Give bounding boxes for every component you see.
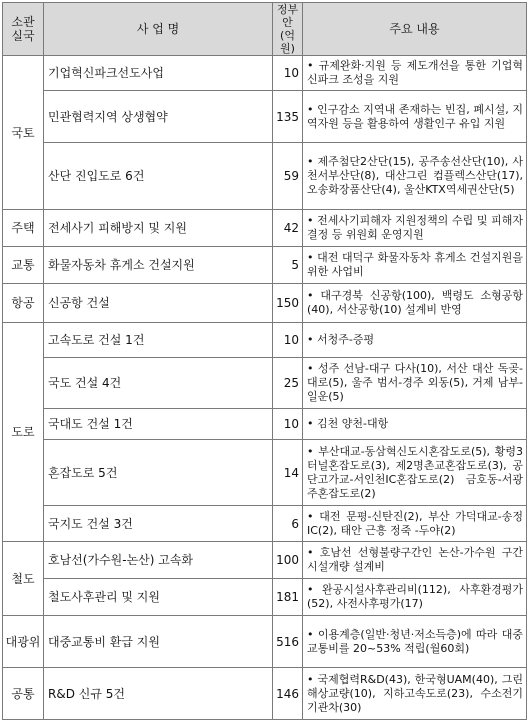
table-row [3, 668, 527, 720]
desc-cell: • 부산대교-동삼혁신도시혼잡도로(5), 황령3터널혼잡도로(3), 제2명촌교혼잡도로(3), 공단고가교-서인천IC혼잡도로(2) 금호동-서광주혼잡도로(2) [303, 440, 527, 506]
desc-cell: • 규제완화·지원 등 제도개선을 통한 기업혁신파크 조성을 지원 [303, 56, 527, 91]
header-budget-line2: (억원) [280, 29, 295, 55]
table-row [3, 323, 527, 358]
desc-cell: • 서청주-증평 [303, 323, 527, 358]
desc-cell: • 대전 대덕구 화물자동차 휴게소 건설지원을 위한 사업비 [303, 247, 527, 284]
dept-cell: 항공 [3, 284, 44, 323]
header-budget [273, 3, 303, 56]
dept-cell: 철도 [3, 542, 44, 616]
budget-cell: 10 [273, 409, 303, 440]
dept-cell: 도로 [3, 323, 44, 542]
project-cell: 국대도 건설 1건 [44, 409, 273, 440]
budget-cell: 181 [273, 579, 303, 616]
project-cell: 대중교통비 환급 지원 [44, 616, 273, 668]
table-row [3, 56, 527, 91]
header-dept-line2: 실국 [11, 29, 35, 43]
desc-cell: • 대전 문평-신탄진(2), 부산 가덕대교-송정IC(2), 태안 근흥 정죽 -두야(2) [303, 506, 527, 542]
header-desc: 주요 내용 [303, 3, 527, 56]
table-row [3, 358, 527, 409]
table-row [3, 542, 527, 579]
dept-cell: 대광위 [3, 616, 44, 668]
table-row [3, 91, 527, 143]
project-cell: 화물자동차 휴게소 건설지원 [44, 247, 273, 284]
project-cell: R&D 신규 5건 [44, 668, 273, 720]
dept-cell: 주택 [3, 210, 44, 247]
header-project: 사 업 명 [44, 3, 273, 56]
project-cell: 호남선(가수원-논산) 고속화 [44, 542, 273, 579]
desc-cell: • 인구감소 지역내 존재하는 빈집, 폐시설, 지역자원 등을 활용하여 생활인구 유입 지원 [303, 91, 527, 143]
project-cell: 기업혁신파크선도사업 [44, 56, 273, 91]
budget-cell: 25 [273, 358, 303, 409]
budget-cell: 135 [273, 91, 303, 143]
table-header-row [3, 3, 527, 56]
project-cell: 신공항 건설 [44, 284, 273, 323]
budget-cell: 516 [273, 616, 303, 668]
header-dept-line1: 소관 [11, 15, 35, 29]
table-row [3, 210, 527, 247]
project-cell: 산단 진입도로 6건 [44, 143, 273, 210]
table-row [3, 409, 527, 440]
desc-cell: • 제주첨단2산단(15), 공주송선산단(10), 사천서부산단(8), 대산그린 컴플렉스산단(17), 오송화장품산단(4), 울산KTX역세권산단(5) [303, 143, 527, 210]
table-row [3, 143, 527, 210]
header-budget-line1: 정부안 [276, 3, 299, 29]
table-row [3, 247, 527, 284]
budget-table [2, 2, 527, 720]
dept-cell: 공통 [3, 668, 44, 720]
table-row [3, 616, 527, 668]
project-cell: 민관협력지역 상생협약 [44, 91, 273, 143]
desc-cell: • 김천 양천-대항 [303, 409, 527, 440]
budget-cell: 42 [273, 210, 303, 247]
budget-cell: 59 [273, 143, 303, 210]
budget-cell: 150 [273, 284, 303, 323]
project-cell: 국도 건설 4건 [44, 358, 273, 409]
project-cell: 철도사후관리 및 지원 [44, 579, 273, 616]
table-row [3, 440, 527, 506]
desc-cell: • 완공시설사후관리비(112), 사후환경평가(52), 사전사후평가(17) [303, 579, 527, 616]
project-cell: 혼잡도로 5건 [44, 440, 273, 506]
project-cell: 고속도로 건설 1건 [44, 323, 273, 358]
table-row [3, 506, 527, 542]
project-cell: 국지도 건설 3건 [44, 506, 273, 542]
table-row [3, 579, 527, 616]
budget-cell: 100 [273, 542, 303, 579]
desc-cell: • 전세사기피해자 지원정책의 수립 및 피해자 결정 등 위원회 운영지원 [303, 210, 527, 247]
table-row [3, 284, 527, 323]
budget-cell: 6 [273, 506, 303, 542]
budget-cell: 5 [273, 247, 303, 284]
desc-cell: • 이용계층(일반·청년·저소득층)에 따라 대중교통비를 20~53% 적립(월60회) [303, 616, 527, 668]
project-cell: 전세사기 피해방지 및 지원 [44, 210, 273, 247]
desc-cell: • 성주 선남-대구 다사(10), 서산 대산 독곶-대로(5), 울주 범서-경주 외동(5), 거제 남부-일운(5) [303, 358, 527, 409]
budget-cell: 10 [273, 56, 303, 91]
desc-cell: • 국제협력R&D(43), 한국형UAM(40), 그린해상교량(10), 지하고속도로(23), 수소전기기관차(30) [303, 668, 527, 720]
dept-cell: 교통 [3, 247, 44, 284]
budget-cell: 146 [273, 668, 303, 720]
desc-cell: • 대구경북 신공항(100), 백령도 소형공항(40), 서산공항(10) 설계비 반영 [303, 284, 527, 323]
header-dept [3, 3, 44, 56]
budget-cell: 10 [273, 323, 303, 358]
budget-cell: 14 [273, 440, 303, 506]
desc-cell: • 호남선 선형불량구간인 논산-가수원 구간 시설개량 설계비 [303, 542, 527, 579]
dept-cell: 국토 [3, 56, 44, 210]
